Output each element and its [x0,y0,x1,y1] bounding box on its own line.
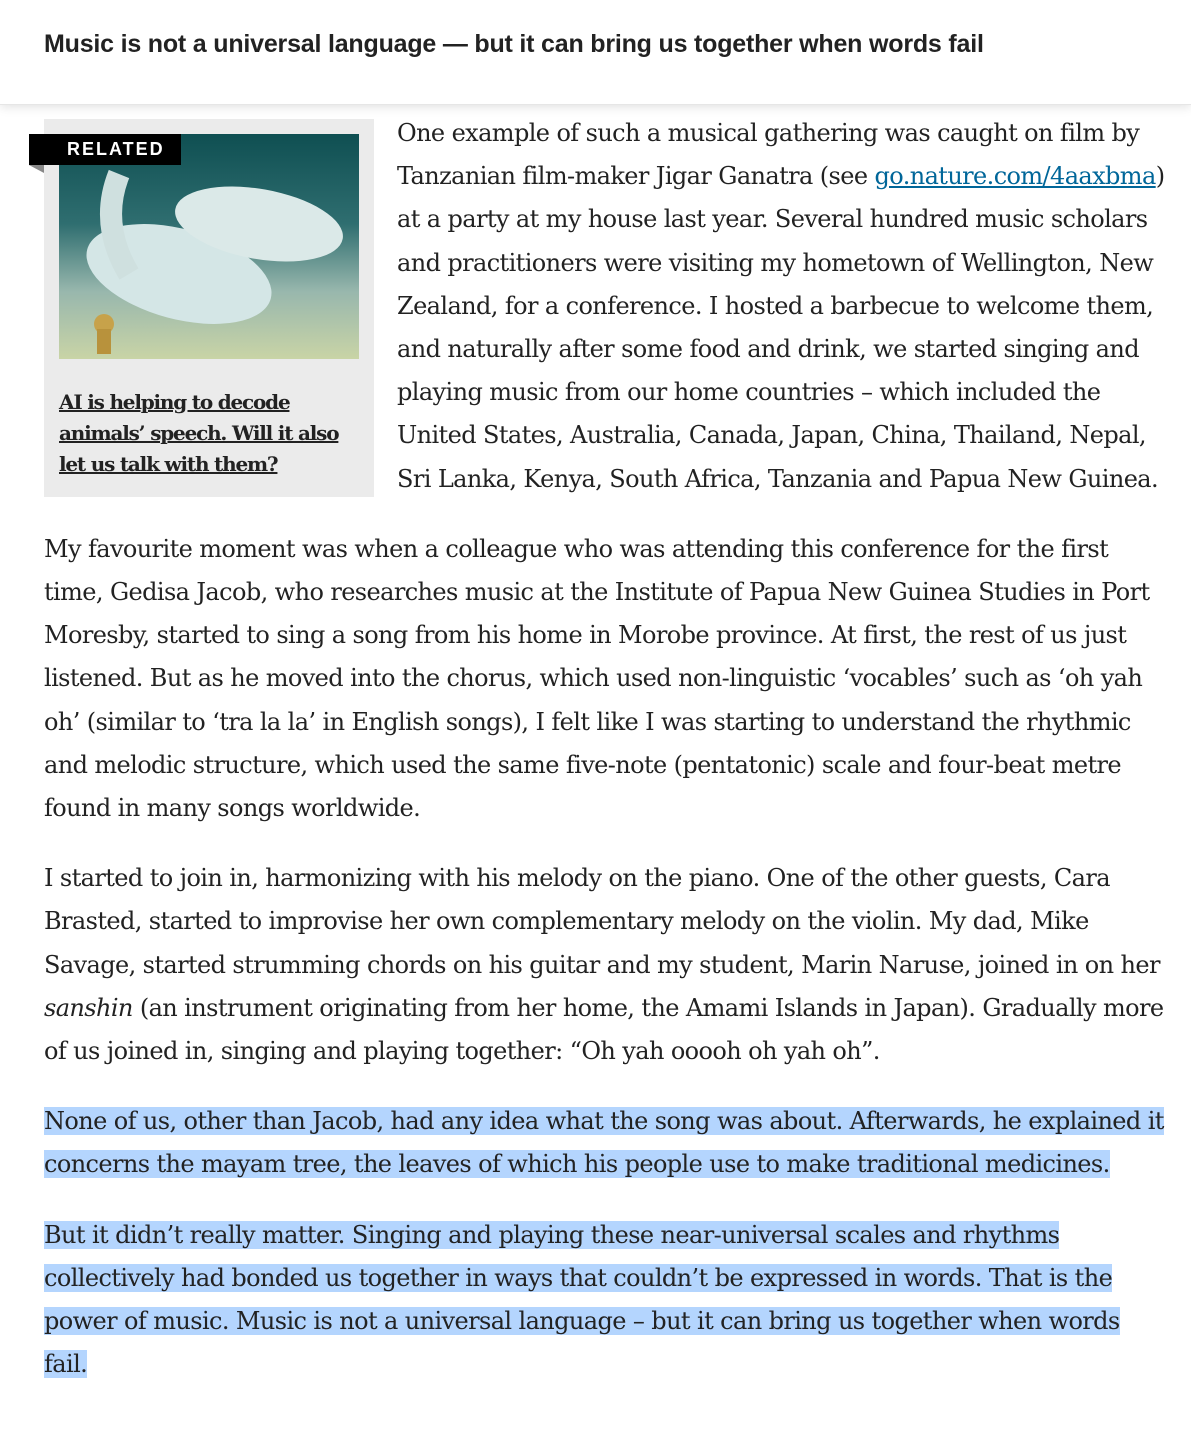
text: I started to join in, harmonizing with his melody on the piano. One of the other guests, Cara Brasted, started to improvise her own complementary melody on the violin. My dad, Mike Savage, started strumming chords on his guitar and my student, Marin Naruse, joined in on her [44,864,1160,979]
related-article-link[interactable]: AI is helping to decode animals’ speech. Will it also let us talk with them? [59,390,339,476]
paragraph [44,857,1169,1073]
article-title: Music is not a universal language — but it can bring us together when words fail [44,30,984,58]
related-article-card[interactable] [44,119,374,497]
label-fold [29,165,44,173]
selected-text: None of us, other than Jacob, had any idea what the song was about. Afterwards, he explained it concerns the mayam tree, the leaves of which his people use to make traditional medicines. [44,1107,1164,1179]
film-link[interactable]: go.nature.com/4aaxbma [874,162,1156,191]
paragraph-selected [44,1100,1169,1186]
sticky-header [0,0,1191,105]
selected-text: But it didn’t really matter. Singing and playing these near-universal scales and rhythms collectively had bonded us together in ways that couldn’t be expressed in words. That is the power of music. Music is not a universal language – but it can bring us together when words fail. [44,1220,1120,1379]
text: (an instrument originating from her home, the Amami Islands in Japan). Gradually more of us joined in, singing and playing together: “Oh yah ooooh oh yah oh”. [44,993,1164,1066]
paragraph-selected [44,1214,1169,1387]
related-label: RELATED [29,134,181,165]
text: One example of such a musical gathering was caught on film by Tanzanian film-maker Jigar Ganatra (see [397,119,1140,191]
related-article-image[interactable] [59,134,359,359]
whales-illustration [59,134,359,359]
emphasis: sanshin [44,993,133,1022]
article-body [44,112,1169,1413]
text: ) at a party at my house last year. Several hundred music scholars and practitioners were visiting my hometown of Wellington, New Zealand, for a conference. I hosted a barbecue to welcome them, and naturally after some food and drink, we started singing and playing music from our home countries – which included the United States, Australia, Canada, Japan, China, Thailand, Nepal, Sri Lanka, Kenya, South Africa, Tanzania and Papua New Guinea. [397,162,1165,493]
paragraph: My favourite moment was when a colleague who was attending this conference for the first time, Gedisa Jacob, who researches music at the Institute of Papua New Guinea Studies in Port Moresby, started to sing a song from his home in Morobe province. At first, the rest of us just listened. But as he moved into the chorus, which used non-linguistic ‘vocables’ such as ‘oh yah oh’ (similar to ‘tra la la’ in English songs), I felt like I was starting to understand the rhythmic and melodic structure, which used the same five-note (pentatonic) scale and four-beat metre found in many songs worldwide. [44,534,1150,823]
